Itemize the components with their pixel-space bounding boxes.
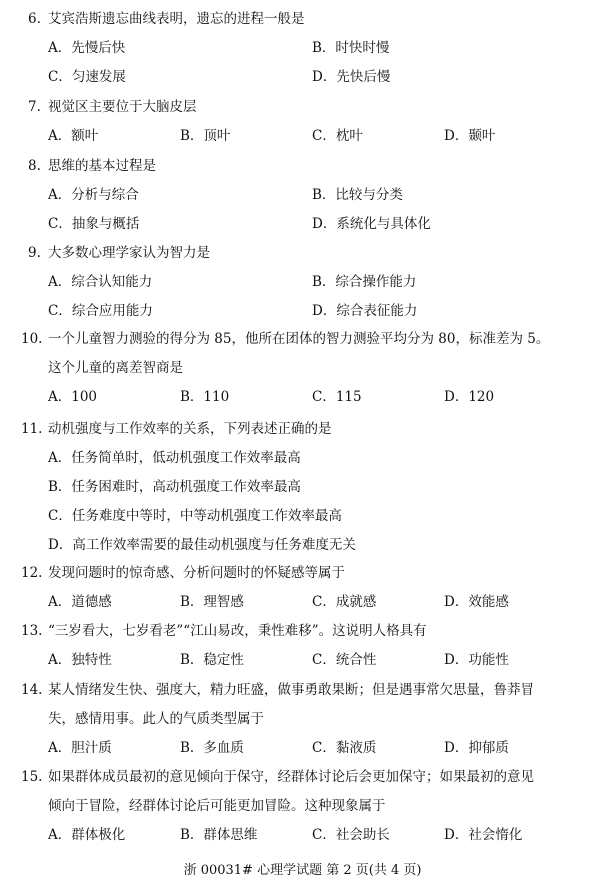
answer-option: A．分析与综合 (48, 187, 139, 203)
answer-option: A．综合认知能力 (48, 274, 153, 290)
question-number: 9. (28, 245, 41, 261)
answer-option: D．高工作效率需要的最佳动机强度与任务难度无关 (48, 537, 356, 553)
answer-option: D．系统化与具体化 (312, 216, 431, 232)
question-number: 11. (21, 421, 43, 437)
question-number: 13. (21, 623, 43, 639)
answer-option: C．115 (312, 389, 362, 405)
answer-option: A．100 (48, 389, 98, 405)
answer-option: B．多血质 (180, 740, 244, 756)
answer-option: C．黏液质 (312, 740, 377, 756)
answer-option: B．稳定性 (180, 652, 244, 668)
question-stem: “三岁看大，七岁看老”“江山易改，秉性难移”。这说明人格具有 (48, 623, 427, 639)
answer-option: D．功能性 (444, 652, 509, 668)
answer-option: B．110 (180, 389, 230, 405)
answer-option: A．胆汁质 (48, 740, 112, 756)
question-stem: 这个儿童的离差智商是 (48, 360, 183, 376)
answer-option: D．颞叶 (444, 128, 496, 144)
answer-option: B．群体思维 (180, 827, 258, 843)
question-stem: 艾宾浩斯遗忘曲线表明，遗忘的进程一般是 (48, 11, 305, 27)
answer-option: A．任务简单时，低动机强度工作效率最高 (48, 450, 301, 466)
answer-option: C．成就感 (312, 594, 377, 610)
answer-option: D．效能感 (444, 594, 509, 610)
question-number: 10. (21, 331, 43, 347)
answer-option: B．顶叶 (180, 128, 231, 144)
question-number: 12. (21, 565, 43, 581)
question-stem: 视觉区主要位于大脑皮层 (48, 99, 197, 115)
question-stem: 动机强度与工作效率的关系，下列表述正确的是 (48, 421, 332, 437)
answer-option: D．综合表征能力 (312, 303, 418, 319)
answer-option: C．综合应用能力 (48, 303, 153, 319)
question-stem: 一个儿童智力测验的得分为 85，他所在团体的智力测验平均分为 80，标准差为 5。 (48, 331, 550, 347)
question-number: 8. (28, 158, 41, 174)
answer-option: A．先慢后快 (48, 40, 126, 56)
question-stem: 思维的基本过程是 (48, 158, 156, 174)
answer-option: B．比较与分类 (312, 187, 403, 203)
answer-option: C．任务难度中等时，中等动机强度工作效率最高 (48, 508, 342, 524)
answer-option: A．独特性 (48, 652, 112, 668)
answer-option: B．综合操作能力 (312, 274, 417, 290)
answer-option: B．理智感 (180, 594, 244, 610)
question-number: 7. (28, 99, 41, 115)
answer-option: B．任务困难时，高动机强度工作效率最高 (48, 479, 301, 495)
answer-option: D．先快后慢 (312, 69, 391, 85)
page-footer: 浙 00031# 心理学试题 第 2 页(共 4 页) (183, 863, 422, 878)
question-stem: 失，感情用事。此人的气质类型属于 (48, 711, 264, 727)
answer-option: D．120 (444, 389, 495, 405)
question-stem: 大多数心理学家认为智力是 (48, 245, 210, 261)
answer-option: C．抽象与概括 (48, 216, 140, 232)
question-stem: 倾向于冒险，经群体讨论后可能更加冒险。这种现象属于 (48, 798, 386, 814)
answer-option: D．社会惰化 (444, 827, 523, 843)
answer-option: C．匀速发展 (48, 69, 126, 85)
question-number: 15. (21, 769, 43, 785)
question-stem: 如果群体成员最初的意见倾向于保守，经群体讨论后会更加保守；如果最初的意见 (48, 769, 534, 785)
question-number: 14. (21, 682, 43, 698)
question-stem: 发现问题时的惊奇感、分析问题时的怀疑感等属于 (48, 565, 345, 581)
answer-option: D．抑郁质 (444, 740, 509, 756)
answer-option: A．群体极化 (48, 827, 126, 843)
answer-option: C．统合性 (312, 652, 377, 668)
question-number: 6. (28, 11, 41, 27)
question-stem: 某人情绪发生快、强度大，精力旺盛，做事勇敢果断；但是遇事常欠思量，鲁莽冒 (48, 682, 534, 698)
answer-option: B．时快时慢 (312, 40, 390, 56)
answer-option: A．道德感 (48, 594, 112, 610)
answer-option: C．枕叶 (312, 128, 363, 144)
answer-option: C．社会助长 (312, 827, 390, 843)
answer-option: A．额叶 (48, 128, 99, 144)
